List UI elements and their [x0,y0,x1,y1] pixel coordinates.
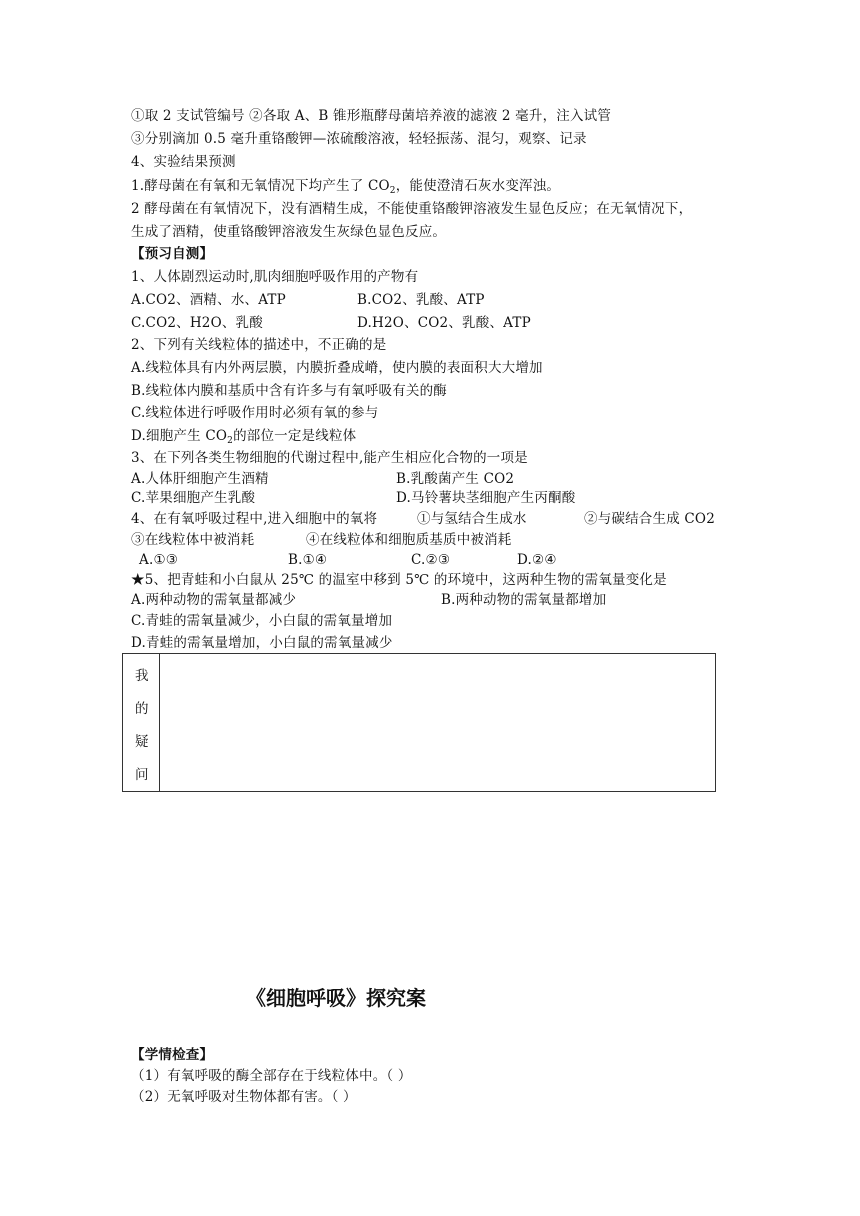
q4-statement-2: ②与碳结合生成 CO2 [584,511,715,527]
q4-statement-3: ③在线粒体中被消耗 [131,532,255,548]
q1-option-d: D.H2O、CO2、乳酸、ATP [357,315,531,331]
q3-option-b: B.乳酸菌产生 CO2 [396,471,515,487]
label-char-2: 的 [135,701,149,717]
co2-subscript: 2 [389,186,396,196]
prediction-item-2-line-2: 生成了酒精，使重铬酸钾溶液发生灰绿色显色反应。 [131,224,447,240]
q3-stem: 3、在下列各类生物细胞的代谢过程中,能产生相应化合物的一项是 [131,450,528,466]
q2-option-c: C.线粒体进行呼吸作用时必须有氧的参与 [131,405,379,421]
label-char-1: 我 [135,668,149,684]
q2-option-a: A.线粒体具有内外两层膜，内膜折叠成嵴，使内膜的表面积大大增加 [131,360,543,376]
my-questions-box[interactable] [122,653,716,792]
prediction-heading: 4、实验结果预测 [131,154,236,170]
q1-option-c: C.CO2、H2O、乳酸 [131,315,263,331]
q5-option-a: A.两种动物的需氧量都减少 [131,592,297,608]
q5-option-d: D.青蛙的需氧量增加，小白鼠的需氧量减少 [131,635,393,651]
q4-statement-4: ④在线粒体和细胞质基质中被消耗 [306,532,512,548]
label-char-4: 问 [135,767,149,783]
inquiry-heading: 【学情检查】 [131,1047,214,1063]
q2-option-d-tail: 的部位一定是线粒体 [233,428,357,444]
q1-option-b: B.CO2、乳酸、ATP [357,292,485,308]
q4-stem: 4、在有氧呼吸过程中,进入细胞中的氧将 [131,511,378,527]
q1-option-a: A.CO2、酒精、水、ATP [131,292,286,308]
q2-stem: 2、下列有关线粒体的描述中，不正确的是 [131,337,387,353]
q5-option-b: B.两种动物的需氧量都增加 [441,592,607,608]
inquiry-item-2: （2）无氧呼吸对生物体都有害。（ ） [131,1089,357,1105]
q3-option-a: A.人体肝细胞产生酒精 [131,471,269,487]
my-questions-label [123,654,160,791]
q1-stem: 1、人体剧烈运动时,肌肉细胞呼吸作用的产物有 [131,269,419,285]
q4-option-c: C.②③ [411,552,451,568]
q2-option-b: B.线粒体内膜和基质中含有许多与有氧呼吸有关的酶 [131,383,448,399]
q5-stem: ★5、把青蛙和小白鼠从 25℃ 的温室中移到 5℃ 的环境中，这两种生物的需氧量变化是 [131,572,667,588]
q3-option-c: C.苹果细胞产生乳酸 [131,490,256,506]
q4-statement-1: ①与氢结合生成水 [417,511,527,527]
procedure-step-2: ③分别滴加 0.5 毫升重铬酸钾—浓硫酸溶液，轻轻振荡、混匀，观察、记录 [131,131,587,147]
q3-option-d: D.马铃薯块茎细胞产生丙酮酸 [396,490,576,506]
inquiry-title: 《细胞呼吸》探究案 [246,986,426,1010]
co2-subscript: 2 [227,436,234,446]
q4-option-d: D.②④ [517,552,557,568]
q4-option-b: B.①④ [288,552,328,568]
label-char-3: 疑 [135,734,149,750]
preview-heading: 【预习自测】 [131,246,214,262]
prediction-item-2-line-1: 2 酵母菌在有氧情况下，没有酒精生成，不能使重铬酸钾溶液发生显色反应；在无氧情况下， [131,201,693,217]
prediction-item-1-text: 1.酵母菌在有氧和无氧情况下均产生了 CO [131,178,390,194]
prediction-item-1-tail: ，能使澄清石灰水变浑浊。 [395,178,561,194]
prediction-item-1 [131,176,560,201]
q1-options-row-1 [131,290,286,310]
q2-option-d-text: D.细胞产生 CO [131,428,228,444]
q5-option-c: C.青蛙的需氧量减少，小白鼠的需氧量增加 [131,613,393,629]
q4-option-a: A.①③ [139,552,179,568]
inquiry-item-1: （1）有氧呼吸的酶全部存在于线粒体中。（ ） [131,1068,412,1084]
procedure-step-1: ①取 2 支试管编号 ②各取 A、B 锥形瓶酵母菌培养液的滤液 2 毫升，注入试管 [131,108,612,124]
